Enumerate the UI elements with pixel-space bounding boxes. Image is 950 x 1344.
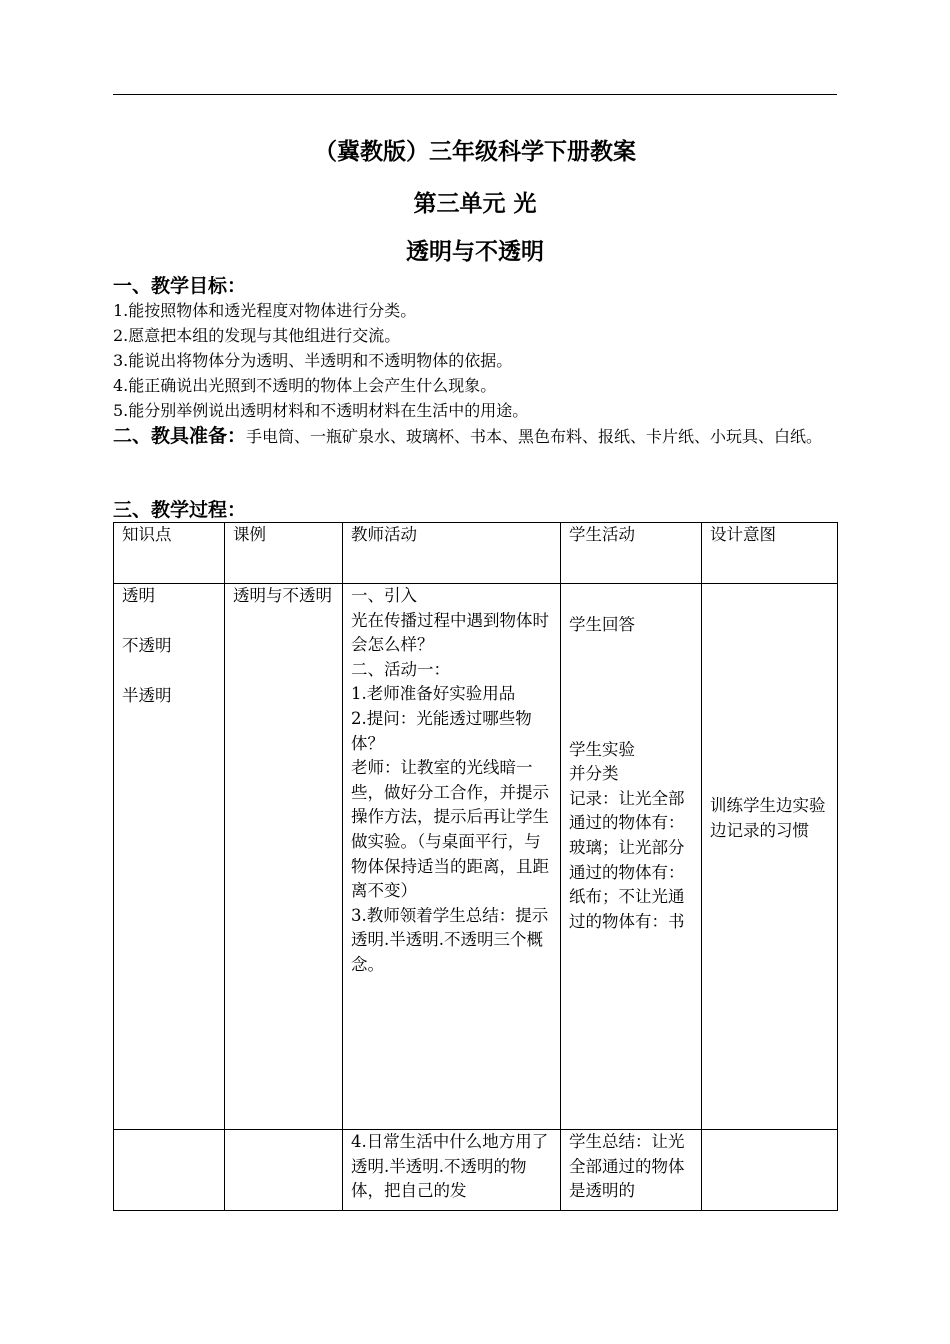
objectives-heading: 一、教学目标： [113,275,247,297]
teacher-activity-cell: 4.日常生活中什么地方用了透明.半透明.不透明的物体，把自己的发 [343,1130,561,1211]
column-header-lesson: 课例 [225,523,343,584]
header-rule [113,94,837,95]
teacher-step: 2.提问：光能透过哪些物体？ [351,708,532,753]
teacher-step: 光在传播过程中遇到物体时会怎么样？ [351,610,549,655]
objective-item: 4.能正确说出光照到不透明的物体上会产生什么现象。 [113,376,497,395]
preparation-text: 手电筒、一瓶矿泉水、玻璃杯、书本、黑色布料、报纸、卡片纸、小玩具、白纸。 [246,427,823,446]
column-header-intent: 设计意图 [702,523,838,584]
column-header-knowledge: 知识点 [114,523,225,584]
teacher-step: 1.老师准备好实验用品 [351,684,516,704]
lesson-title: 透明与不透明 [406,238,544,265]
student-activity-cell [561,584,702,1130]
table-header-row [114,523,838,584]
lesson-process-table [113,522,838,1211]
student-activity-cell: 学生总结：让光全部通过的物体是透明的 [561,1130,702,1211]
student-step: 并分类 [569,764,619,784]
student-step: 记录：让光全部通过的物体有：玻璃；让光部分通过的物体有：纸布；不让光通过的物体有：书 [569,788,685,931]
teacher-step: 老师：让教室的光线暗一些，做好分工合作，并提示操作方法，提示后再让学生做实验。（与桌面平行，与物体保持适当的距离，且距离不变） [351,758,549,901]
teacher-step: 一、引入 [351,586,417,605]
objectives-list [113,298,838,423]
knowledge-item: 透明 [122,586,155,605]
design-intent-text: 训练学生边实验边记录的习惯 [710,796,826,840]
column-header-teacher: 教师活动 [343,523,561,584]
teacher-step: 二、活动一： [351,659,450,679]
teacher-step: 3.教师领着学生总结：提示透明.半透明.不透明三个概念。 [351,905,549,974]
process-heading: 三、教学过程： [113,499,247,521]
preparation-paragraph [113,424,838,449]
student-step: 学生实验 [569,739,635,759]
column-header-student: 学生活动 [561,523,702,584]
objective-item: 3.能说出将物体分为透明、半透明和不透明物体的依据。 [113,351,513,370]
lesson-cell: 透明与不透明 [225,584,343,1130]
lesson-cell [225,1130,343,1211]
knowledge-item: 不透明 [122,636,172,655]
design-intent-cell [702,584,838,1130]
table-row [114,1130,838,1211]
student-step: 学生回答 [569,615,635,634]
preparation-heading: 二、教具准备： [113,425,247,447]
table-row [114,584,838,1130]
teacher-activity-cell [343,584,561,1130]
objective-item: 1.能按照物体和透光程度对物体进行分类。 [113,301,417,320]
unit-title: 第三单元 光 [413,190,537,217]
objective-item: 2.愿意把本组的发现与其他组进行交流。 [113,326,401,345]
design-intent-cell [702,1130,838,1211]
knowledge-cell [114,1130,225,1211]
knowledge-cell [114,584,225,1130]
document-title: （冀教版）三年级科学下册教案 [314,138,636,165]
knowledge-item: 半透明 [122,686,172,705]
objective-item: 5.能分别举例说出透明材料和不透明材料在生活中的用途。 [113,401,529,420]
